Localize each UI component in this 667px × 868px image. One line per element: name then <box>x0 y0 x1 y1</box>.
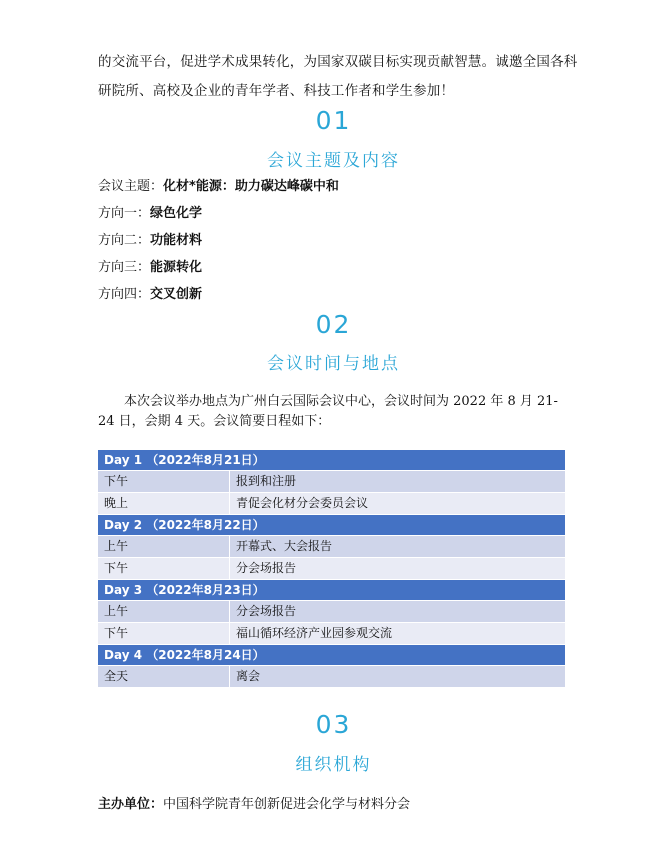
activity-cell: 分会场报告 <box>236 561 297 575</box>
topic-value: 能源转化 <box>150 260 203 275</box>
section-3-title: 组织机构 <box>295 755 372 775</box>
activity-cell: 报到和注册 <box>236 474 297 488</box>
day-header: Day 1 （2022年8月21日） <box>98 450 565 471</box>
table-row <box>98 471 565 493</box>
venue-paragraph: 本次会议举办地点为广州白云国际会议中心，会议时间为 2022 年 8 月 21-24 日，会期 4 天。会议简要日程如下： <box>98 394 558 429</box>
activity-cell: 离会 <box>236 669 261 683</box>
schedule-table <box>98 449 565 688</box>
topic-label: 方向二： <box>98 233 151 248</box>
activity-cell: 分会场报告 <box>236 604 297 618</box>
section-1-number: 01 <box>315 106 352 135</box>
host-organization <box>98 793 410 812</box>
day-header: Day 2 （2022年8月22日） <box>98 515 565 536</box>
time-cell: 上午 <box>98 536 230 557</box>
host-value: 中国科学院青年创新促进会化学与材料分会 <box>163 797 411 812</box>
activity-cell: 青促会化材分会委员会议 <box>236 496 369 510</box>
topic-label: 方向四： <box>98 287 151 302</box>
topic-line-theme <box>98 176 578 203</box>
topic-value: 绿色化学 <box>150 206 203 221</box>
topic-label: 方向三： <box>98 260 151 275</box>
time-cell: 全天 <box>98 666 230 687</box>
time-cell: 下午 <box>98 623 230 644</box>
table-row <box>98 536 565 558</box>
section-2-number: 02 <box>315 310 352 339</box>
topic-label: 方向一： <box>98 206 151 221</box>
section-1-title: 会议主题及内容 <box>267 151 400 171</box>
section-3-number: 03 <box>315 710 352 739</box>
time-cell: 上午 <box>98 601 230 622</box>
time-cell: 下午 <box>98 471 230 492</box>
topic-line-direction-4 <box>98 284 578 311</box>
intro-line-2: 研院所、高校及企业的青年学者、科技工作者和学生参加！ <box>98 83 455 99</box>
section-2-title: 会议时间与地点 <box>267 354 400 374</box>
activity-cell: 开幕式、大会报告 <box>236 539 333 553</box>
table-row <box>98 666 565 688</box>
intro-line-1: 的交流平台，促进学术成果转化，为国家双碳目标实现贡献智慧。诚邀全国各科 <box>98 54 578 70</box>
topic-value: 交叉创新 <box>150 287 203 302</box>
time-cell: 下午 <box>98 558 230 579</box>
topic-line-direction-1 <box>98 203 578 230</box>
topic-value: 功能材料 <box>150 233 203 248</box>
day-header: Day 3 （2022年8月23日） <box>98 580 565 601</box>
day-header: Day 4 （2022年8月24日） <box>98 645 565 666</box>
table-row <box>98 493 565 515</box>
time-cell: 晚上 <box>98 493 230 514</box>
table-row <box>98 558 565 580</box>
table-row <box>98 601 565 623</box>
table-row <box>98 623 565 645</box>
topic-list <box>98 176 578 311</box>
intro-paragraph <box>98 48 578 106</box>
activity-cell: 福山循环经济产业园参观交流 <box>236 626 393 640</box>
topic-line-direction-2 <box>98 230 578 257</box>
topic-label: 会议主题： <box>98 179 164 194</box>
topic-line-direction-3 <box>98 257 578 284</box>
topic-value: 化材*能源：助力碳达峰碳中和 <box>163 179 339 194</box>
host-label: 主办单位： <box>98 797 164 812</box>
